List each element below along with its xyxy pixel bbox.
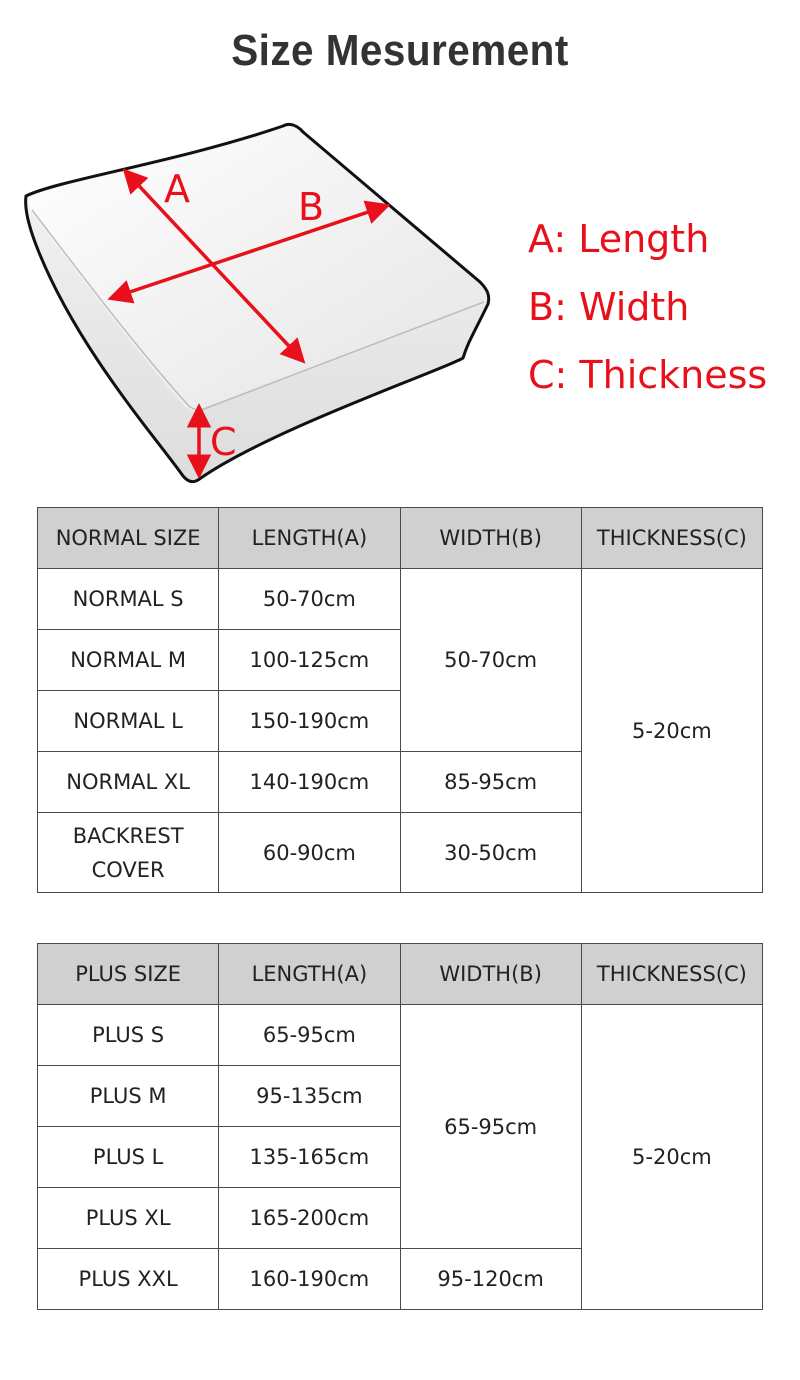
header-size: NORMAL SIZE (38, 508, 219, 569)
length-value: 50-70cm (219, 569, 400, 630)
length-value: 135-165cm (219, 1127, 400, 1188)
page-title: Size Mesurement (231, 26, 569, 75)
width-value: 95-120cm (400, 1249, 581, 1310)
header-length: LENGTH(A) (219, 508, 400, 569)
header-thickness: THICKNESS(C) (581, 944, 762, 1005)
plus-size-table (37, 943, 763, 1310)
table-row (38, 1005, 763, 1066)
size-name: PLUS S (38, 1005, 219, 1066)
cushion-diagram (18, 110, 508, 495)
width-value: 30-50cm (400, 813, 581, 893)
legend-thickness: C: Thickness (528, 353, 768, 397)
width-value: 65-95cm (400, 1005, 581, 1249)
size-name: BACKREST COVER (38, 813, 219, 893)
length-value: 60-90cm (219, 813, 400, 893)
thickness-value: 5-20cm (581, 569, 762, 893)
diagram-label-b: B (298, 185, 325, 229)
legend-length: A: Length (528, 217, 710, 261)
size-name: NORMAL XL (38, 752, 219, 813)
length-value: 100-125cm (219, 630, 400, 691)
cushion-shape (26, 124, 489, 481)
length-value: 95-135cm (219, 1066, 400, 1127)
length-value: 65-95cm (219, 1005, 400, 1066)
dimension-legend (528, 205, 767, 409)
header-size: PLUS SIZE (38, 944, 219, 1005)
thickness-value: 5-20cm (581, 1005, 762, 1310)
legend-width: B: Width (528, 285, 690, 329)
width-value: 50-70cm (400, 569, 581, 752)
normal-size-table (37, 507, 763, 893)
table-row (38, 569, 763, 630)
size-name: PLUS L (38, 1127, 219, 1188)
size-name: NORMAL M (38, 630, 219, 691)
length-value: 165-200cm (219, 1188, 400, 1249)
length-value: 160-190cm (219, 1249, 400, 1310)
diagram-label-c: C (210, 420, 237, 464)
header-thickness: THICKNESS(C) (581, 508, 762, 569)
length-value: 140-190cm (219, 752, 400, 813)
header-width: WIDTH(B) (400, 508, 581, 569)
width-value: 85-95cm (400, 752, 581, 813)
size-name: PLUS M (38, 1066, 219, 1127)
size-name: PLUS XL (38, 1188, 219, 1249)
header-width: WIDTH(B) (400, 944, 581, 1005)
table-header-row (38, 508, 763, 569)
diagram-label-a: A (164, 167, 190, 211)
table-header-row (38, 944, 763, 1005)
header-length: LENGTH(A) (219, 944, 400, 1005)
length-value: 150-190cm (219, 691, 400, 752)
size-name: NORMAL L (38, 691, 219, 752)
size-name: NORMAL S (38, 569, 219, 630)
size-name: PLUS XXL (38, 1249, 219, 1310)
